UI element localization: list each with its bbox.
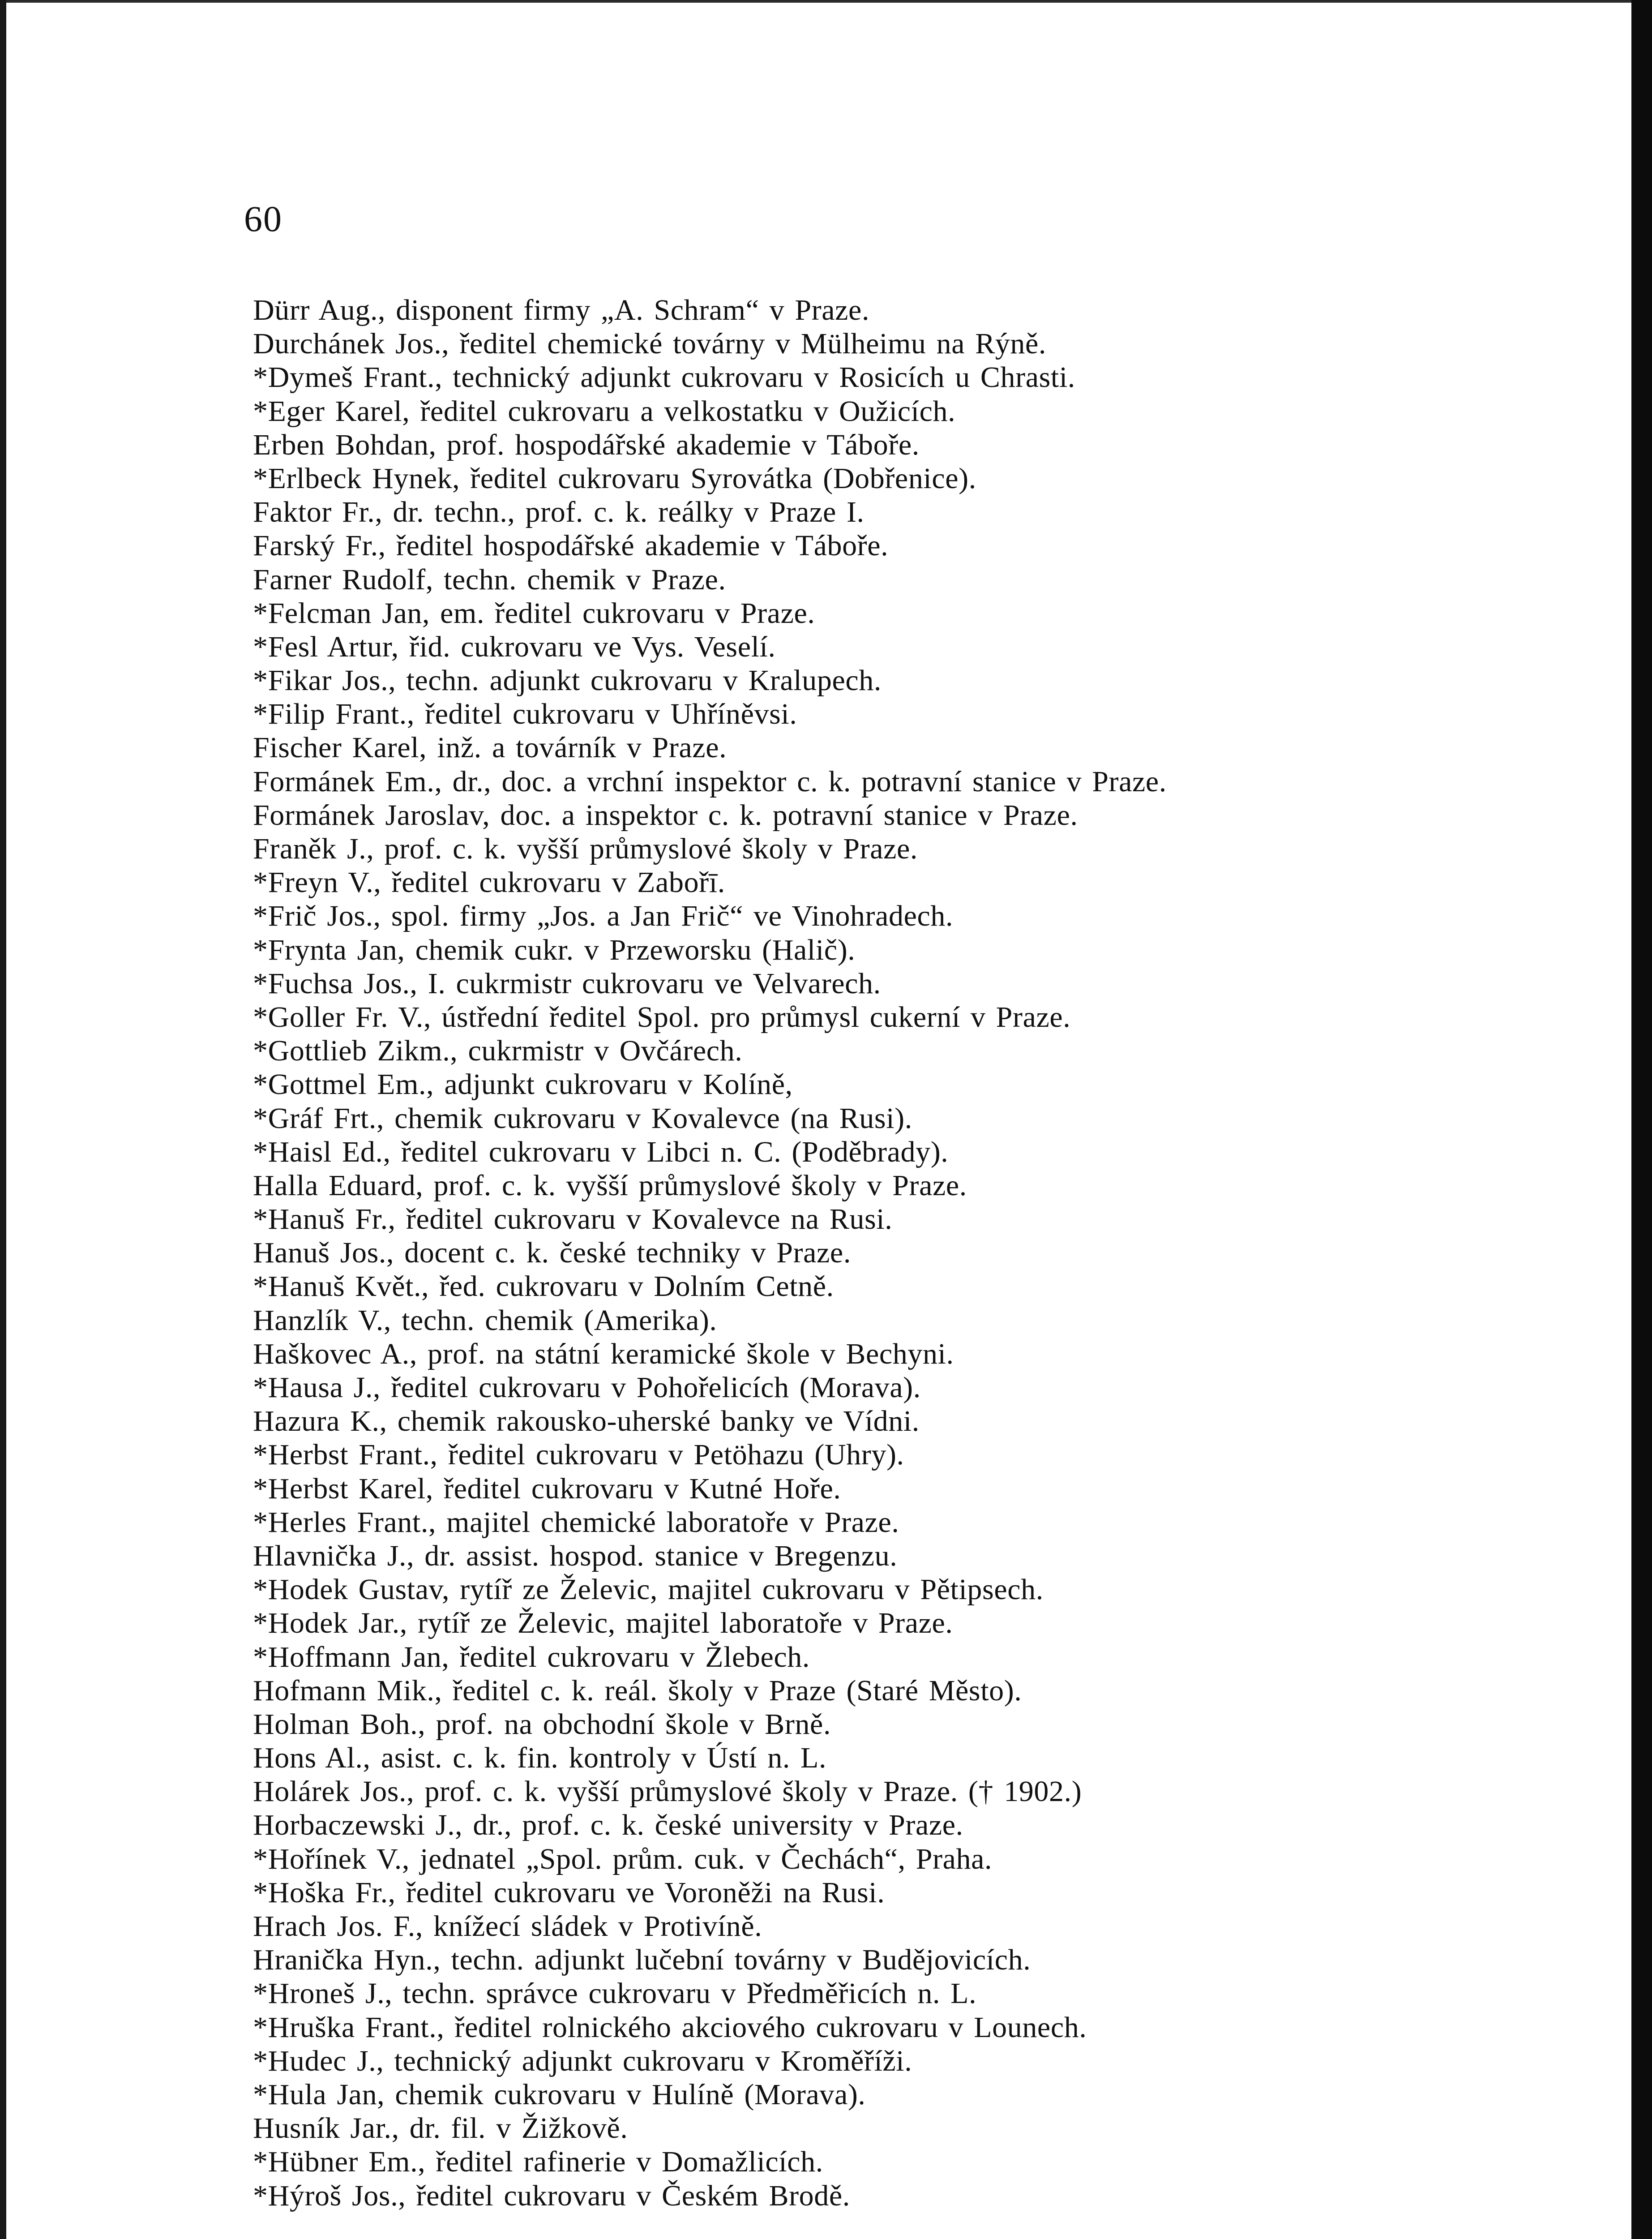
list-entry: Durchánek Jos., ředitel chemické továrny v Mülheimu na Rýně. bbox=[253, 327, 1047, 360]
list-entry: Formánek Jaroslav, doc. a inspektor c. k. potravní stanice v Praze. bbox=[253, 798, 1078, 832]
list-entry: Erben Bohdan, prof. hospodářské akademie v Táboře. bbox=[253, 428, 920, 461]
list-entry: *Herbst Frant., ředitel cukrovaru v Petöhazu (Uhry). bbox=[253, 1438, 904, 1471]
list-entry: Horbaczewski J., dr., prof. c. k. české university v Praze. bbox=[253, 1809, 963, 1842]
list-entry: *Gottmel Em., adjunkt cukrovaru v Kolíně, bbox=[253, 1068, 793, 1101]
scan-left-edge bbox=[0, 0, 6, 2239]
list-entry: Halla Eduard, prof. c. k. vyšší průmyslové školy v Praze. bbox=[253, 1169, 967, 1202]
list-entry: *Herbst Karel, ředitel cukrovaru v Kutné Hoře. bbox=[253, 1472, 841, 1505]
list-entry: Hazura K., chemik rakousko-uherské banky ve Vídni. bbox=[253, 1405, 920, 1438]
list-entry: Holman Boh., prof. na obchodní škole v Brně. bbox=[253, 1707, 831, 1741]
list-entry: Faktor Fr., dr. techn., prof. c. k. reálky v Praze I. bbox=[253, 496, 865, 529]
list-entry: *Fikar Jos., techn. adjunkt cukrovaru v Kralupech. bbox=[253, 664, 882, 697]
list-entry: Holárek Jos., prof. c. k. vyšší průmyslové školy v Praze. († 1902.) bbox=[253, 1775, 1082, 1808]
list-entry: *Hodek Gustav, rytíř ze Želevic, majitel cukrovaru v Pětipsech. bbox=[253, 1573, 1044, 1606]
list-entry: *Eger Karel, ředitel cukrovaru a velkostatku v Oužicích. bbox=[253, 395, 956, 428]
list-entry: *Hoffmann Jan, ředitel cukrovaru v Žlebech. bbox=[253, 1640, 810, 1673]
list-entry: Hranička Hyn., techn. adjunkt lučební továrny v Budějovicích. bbox=[253, 1943, 1031, 1977]
list-entry: Fischer Karel, inž. a továrník v Praze. bbox=[253, 731, 727, 764]
page-number: 60 bbox=[244, 198, 282, 239]
list-entry: Hons Al., asist. c. k. fin. kontroly v Ústí n. L. bbox=[253, 1741, 827, 1775]
list-entry: *Hausa J., ředitel cukrovaru v Pohořelicích (Morava). bbox=[253, 1371, 921, 1404]
list-entry: Formánek Em., dr., doc. a vrchní inspektor c. k. potravní stanice v Praze. bbox=[253, 765, 1167, 798]
list-entry: *Felcman Jan, em. ředitel cukrovaru v Praze. bbox=[253, 596, 815, 630]
list-entry: *Erlbeck Hynek, ředitel cukrovaru Syrovátka (Dobřenice). bbox=[253, 462, 976, 495]
list-entry: *Hudec J., technický adjunkt cukrovaru v Kroměříži. bbox=[253, 2044, 912, 2077]
list-entry: *Filip Frant., ředitel cukrovaru v Uhříněvsi. bbox=[253, 698, 797, 731]
list-entry: Haškovec A., prof. na státní keramické škole v Bechyni. bbox=[253, 1337, 954, 1370]
list-entry: *Frynta Jan, chemik cukr. v Przeworsku (Halič). bbox=[253, 933, 856, 966]
list-entry: *Haisl Ed., ředitel cukrovaru v Libci n. C. (Poděbrady). bbox=[253, 1135, 949, 1168]
scan-top-edge bbox=[0, 0, 1652, 3]
list-entry: *Herles Frant., majitel chemické laboratoře v Praze. bbox=[253, 1506, 899, 1539]
list-entry: Hlavnička J., dr. assist. hospod. stanice v Bregenzu. bbox=[253, 1539, 898, 1572]
list-entry: *Hübner Em., ředitel rafinerie v Domažlicích. bbox=[253, 2145, 823, 2179]
list-entry: Franěk J., prof. c. k. vyšší průmyslové školy v Praze. bbox=[253, 832, 918, 865]
scan-right-edge bbox=[1631, 0, 1652, 2239]
list-entry: Farner Rudolf, techn. chemik v Praze. bbox=[253, 563, 726, 596]
list-entry: Hrach Jos. F., knížecí sládek v Protivíně. bbox=[253, 1910, 762, 1943]
list-entry: Hanuš Jos., docent c. k. české techniky v Praze. bbox=[253, 1236, 851, 1270]
list-entry: *Gottlieb Zikm., cukrmistr v Ovčárech. bbox=[253, 1034, 743, 1068]
list-entry: *Goller Fr. V., ústřední ředitel Spol. pro průmysl cukerní v Praze. bbox=[253, 1000, 1071, 1034]
list-entry: *Freyn V., ředitel cukrovaru v Zabořī. bbox=[253, 866, 725, 899]
list-entry: *Hroneš J., techn. správce cukrovaru v Předměřicích n. L. bbox=[253, 1977, 977, 2010]
list-entry: Farský Fr., ředitel hospodářské akademie v Táboře. bbox=[253, 529, 889, 562]
list-entry: *Hanuš Fr., ředitel cukrovaru v Kovalevce na Rusi. bbox=[253, 1203, 893, 1236]
list-entry: *Fesl Artur, řid. cukrovaru ve Vys. Veselí. bbox=[253, 630, 776, 663]
list-entry: *Hoška Fr., ředitel cukrovaru ve Voroněži na Rusi. bbox=[253, 1876, 885, 1909]
list-entry: *Hula Jan, chemik cukrovaru v Hulíně (Morava). bbox=[253, 2078, 866, 2111]
list-entry: Dürr Aug., disponent firmy „A. Schram“ v Praze. bbox=[253, 294, 870, 326]
list-entry: *Hořínek V., jednatel „Spol. prům. cuk. v Čechách“, Praha. bbox=[253, 1842, 993, 1875]
list-entry: *Gráf Frt., chemik cukrovaru v Kovalevce (na Rusi). bbox=[253, 1102, 912, 1135]
list-entry: Hanzlík V., techn. chemik (Amerika). bbox=[253, 1304, 717, 1337]
list-entry: *Dymeš Frant., technický adjunkt cukrovaru v Rosicích u Chrasti. bbox=[253, 361, 1075, 394]
list-entry: *Frič Jos., spol. firmy „Jos. a Jan Frič“ ve Vinohradech. bbox=[253, 900, 954, 933]
list-entry: *Hruška Frant., ředitel rolnického akciového cukrovaru v Lounech. bbox=[253, 2011, 1087, 2044]
member-list bbox=[253, 293, 1605, 2213]
list-entry: Husník Jar., dr. fil. v Žižkově. bbox=[253, 2112, 628, 2145]
list-entry: Hofmann Mik., ředitel c. k. reál. školy v Praze (Staré Město). bbox=[253, 1674, 1022, 1707]
list-entry: *Hýroš Jos., ředitel cukrovaru v Českém Brodě. bbox=[253, 2179, 850, 2212]
list-entry: *Hanuš Květ., řed. cukrovaru v Dolním Cetně. bbox=[253, 1270, 834, 1303]
list-entry: *Hodek Jar., rytíř ze Želevic, majitel laboratoře v Praze. bbox=[253, 1607, 953, 1640]
list-entry: *Fuchsa Jos., I. cukrmistr cukrovaru ve Velvarech. bbox=[253, 967, 881, 1000]
